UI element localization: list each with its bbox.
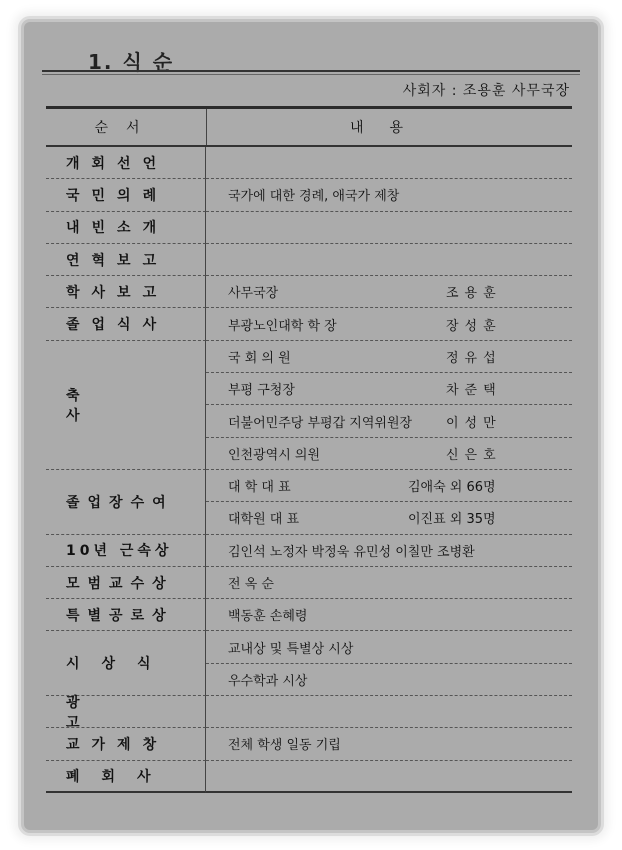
- program-person-name: 이진표 외 35명: [408, 512, 496, 528]
- program-content: 사무국장: [228, 286, 279, 302]
- program-item-label: 졸업식사: [66, 317, 169, 334]
- program-content: 국 회 의 원: [228, 350, 291, 366]
- program-item-label: 축사: [66, 387, 136, 424]
- program-content: 백동훈 손혜령: [228, 609, 308, 625]
- program-person-name: 장성훈: [446, 318, 502, 334]
- program-item-label: 학사보고: [66, 284, 169, 301]
- program-line: [206, 373, 572, 405]
- table-header: [46, 109, 572, 147]
- program-line: [206, 728, 572, 760]
- program-content: 우수학과 시상: [228, 673, 308, 689]
- emcee-line: 사회자 : 조용훈 사무국장: [402, 83, 570, 99]
- table-row: [46, 244, 572, 276]
- program-line: [206, 147, 572, 179]
- program-item-label: 폐회사: [66, 768, 173, 785]
- program-line: [206, 244, 572, 276]
- program-line: [206, 341, 572, 373]
- program-content: 대 학 대 표: [228, 480, 291, 496]
- program-item-label: 개회선언: [66, 155, 169, 172]
- program-person-name: 신은호: [446, 447, 502, 463]
- program-item-label: 국민의례: [66, 187, 169, 204]
- table-row: [46, 212, 572, 244]
- table-row: [46, 631, 572, 696]
- program-line: [206, 502, 572, 534]
- program-line: [206, 405, 572, 437]
- program-line: [206, 567, 572, 599]
- program-line: [206, 631, 572, 663]
- table-row: [46, 341, 572, 470]
- program-content: 전체 학생 일동 기립: [228, 738, 341, 754]
- program-item-label: 시상식: [66, 656, 173, 673]
- program-item-label: 교가제창: [66, 736, 169, 753]
- table-row: [46, 535, 572, 567]
- title-rule-thin: [42, 74, 580, 75]
- program-person-name: 김애숙 외 66명: [408, 480, 496, 496]
- table-row: [46, 276, 572, 308]
- program-line: [206, 308, 572, 340]
- program-line: [206, 179, 572, 211]
- table-row: [46, 694, 572, 731]
- program-content: 부평 구청장: [228, 383, 295, 399]
- program-content: 김인석 노정자 박정욱 유민성 이칠만 조병환: [228, 544, 475, 560]
- program-line: [206, 664, 572, 696]
- header-content: 내용: [349, 120, 430, 136]
- table-row: [46, 470, 572, 535]
- program-content: 전 옥 순: [228, 577, 274, 592]
- program-line: [206, 470, 572, 502]
- program-content: 더불어민주당 부평갑 지역위원장: [228, 415, 413, 431]
- program-person-name: 조용훈: [446, 286, 502, 302]
- table-row: [46, 728, 572, 760]
- table-row: [46, 761, 572, 793]
- program-line: [206, 535, 572, 567]
- program-line: [206, 761, 572, 793]
- table-body: [46, 147, 572, 793]
- program-content: 교내상 및 특별상 시상: [228, 641, 354, 657]
- program-content: 국가에 대한 경례, 애국가 제창: [228, 189, 400, 205]
- program-item-label: 연혁보고: [66, 252, 169, 269]
- table-row: [46, 308, 572, 340]
- program-item-label: 특별공로상: [66, 607, 174, 624]
- program-line: [206, 696, 572, 728]
- table-row: [46, 147, 572, 179]
- program-line: [206, 276, 572, 308]
- program-item-label: 광고: [66, 694, 136, 731]
- section-title: 1. 식 순: [88, 50, 175, 74]
- program-item-label: 10년 근속상: [66, 543, 173, 560]
- table-row: [46, 179, 572, 211]
- title-rule: [42, 70, 580, 72]
- program-table: [46, 106, 572, 793]
- program-item-label: 모범교수상: [66, 575, 174, 592]
- program-content: 대학원 대 표: [228, 512, 300, 528]
- table-row: [46, 567, 572, 599]
- program-content: 부광노인대학 학 장: [228, 318, 337, 334]
- program-line: [206, 438, 572, 470]
- header-order: 순서: [46, 109, 207, 145]
- program-item-label: 내빈소개: [66, 220, 169, 237]
- program-person-name: 차준택: [446, 383, 502, 399]
- program-item-label: 졸업장수여: [66, 494, 174, 511]
- program-person-name: 정유섭: [446, 350, 502, 366]
- program-line: [206, 212, 572, 244]
- program-person-name: 이성만: [446, 415, 502, 431]
- program-content: 인천광역시 의원: [228, 447, 321, 463]
- program-line: [206, 599, 572, 631]
- table-row: [46, 599, 572, 631]
